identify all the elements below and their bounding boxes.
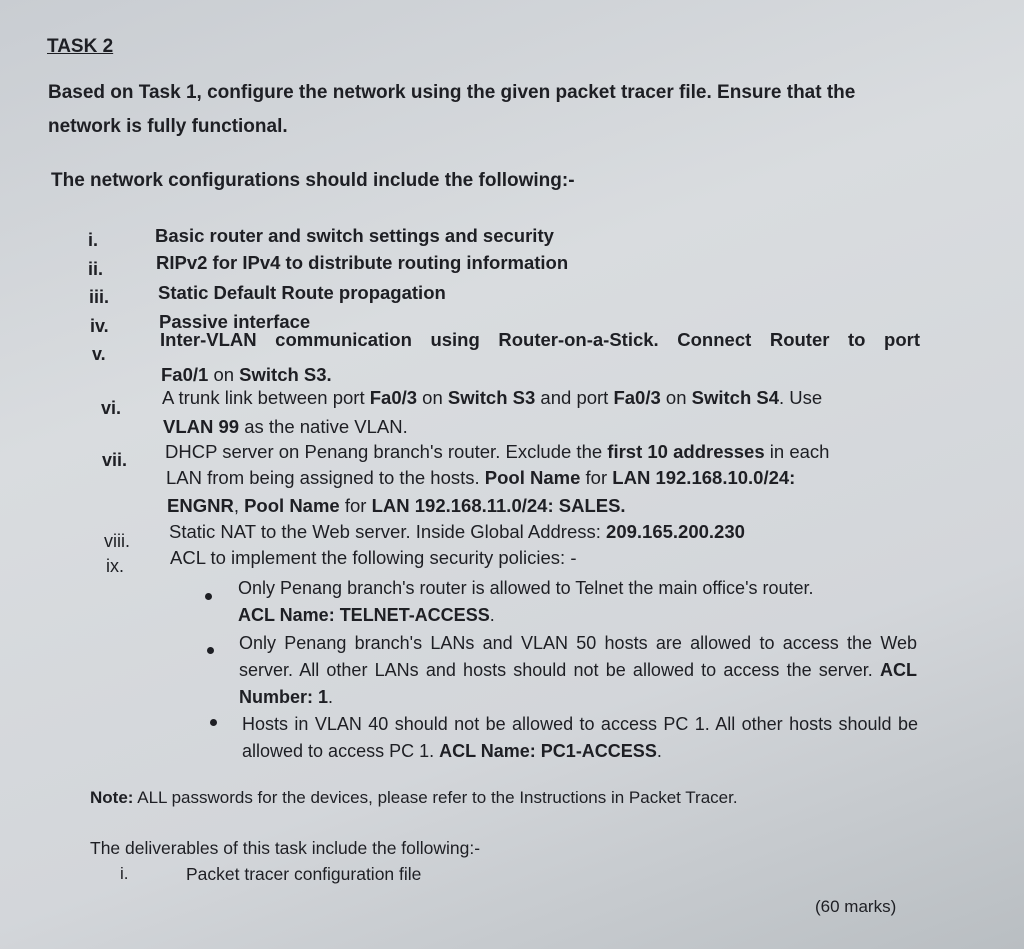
note: Note: ALL passwords for the devices, please refer to the Instructions in Packet Tracer. <box>90 788 738 807</box>
policy-text: Only Penang branch's router is allowed to Telnet the main office's router. ACL Name: TELNET-ACCESS. <box>238 578 814 625</box>
deliverable-num: i. <box>120 864 129 883</box>
item-num: ii. <box>88 259 104 279</box>
item-text: Basic router and switch settings and security <box>155 225 554 246</box>
item-num: ix. <box>106 556 124 576</box>
item-text: Static Default Route propagation <box>158 282 446 303</box>
policy-text: Only Penang branch's LANs and VLAN 50 hosts are allowed to access the Web server. All other LANs and hosts should not be allowed to access the server. ACL Number: 1. <box>239 633 917 707</box>
item-text: ACL to implement the following security policies: - <box>170 547 577 568</box>
item-text-cont: Fa0/1 on Switch S3. <box>161 364 332 385</box>
item-text-cont: VLAN 99 as the native VLAN. <box>163 416 408 437</box>
task-title: TASK 2 <box>47 36 114 57</box>
item-num: v. <box>92 344 106 364</box>
bullet-icon <box>207 647 214 654</box>
task-intro: Based on Task 1, configure the network using the given packet tracer file. Ensure that the network is fully functional. <box>48 82 856 137</box>
item-num: iii. <box>89 287 110 307</box>
deliverables-lead: The deliverables of this task include the following:- <box>90 838 481 858</box>
item-text: Passive interface <box>159 311 311 332</box>
item-num: vi. <box>101 398 122 418</box>
item-num: iv. <box>90 316 109 336</box>
item-num: vii. <box>102 450 128 470</box>
policy-text: Hosts in VLAN 40 should not be allowed to access PC 1. All other hosts should be allowed to access PC 1. ACL Name: PC1-ACCESS. <box>242 714 918 761</box>
item-text: Inter-VLAN communication using Router-on-a-Stick. Connect Router to port <box>160 329 920 350</box>
config-lead: The network configurations should include the following:- <box>51 170 575 191</box>
bullet-icon <box>205 593 212 600</box>
deliverable-text: Packet tracer configuration file <box>186 864 422 884</box>
item-text: RIPv2 for IPv4 to distribute routing information <box>156 252 569 273</box>
item-text: Static NAT to the Web server. Inside Global Address: 209.165.200.230 <box>169 521 745 542</box>
item-num: viii. <box>104 531 130 551</box>
item-text-cont: ENGNR, Pool Name for LAN 192.168.11.0/24: SALES. <box>167 495 626 516</box>
marks: (60 marks) <box>815 897 897 916</box>
item-num: i. <box>88 230 99 250</box>
item-text: DHCP server on Penang branch's router. Exclude the first 10 addresses in each <box>165 441 830 462</box>
bullet-icon <box>210 719 217 726</box>
item-text: A trunk link between port Fa0/3 on Switch S3 and port Fa0/3 on Switch S4. Use <box>162 387 823 408</box>
item-text-cont: LAN from being assigned to the hosts. Pool Name for LAN 192.168.10.0/24: <box>166 467 796 488</box>
